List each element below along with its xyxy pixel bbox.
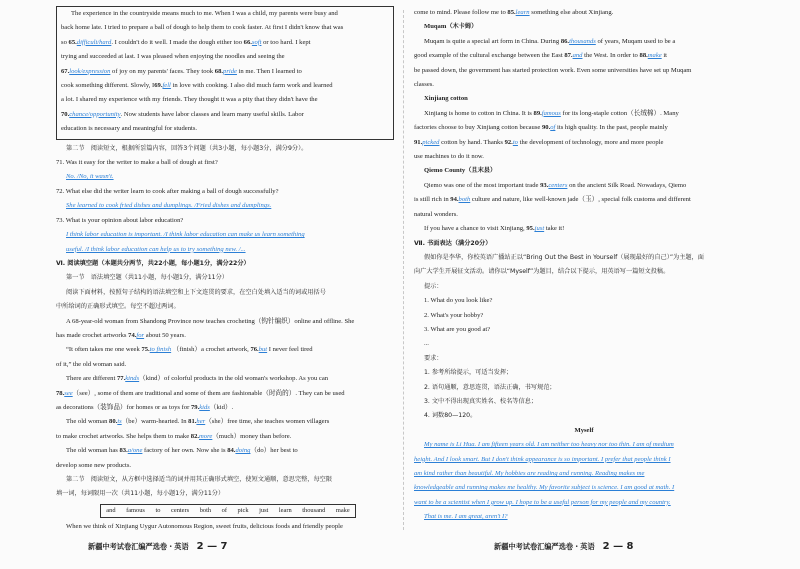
answer-83[interactable]: a/one bbox=[127, 447, 143, 455]
essay-title: Myself bbox=[574, 426, 594, 434]
footer-title: 新疆中考试卷汇编严选卷・英语 bbox=[494, 542, 595, 551]
answer-88[interactable]: make bbox=[647, 52, 662, 60]
essay-line[interactable]: height. And I look smart. But I don't think appearance is so important. I prefer that people think I bbox=[414, 455, 671, 463]
requirement-item: 1. 参考所给提示，可适当发挥； bbox=[424, 369, 513, 377]
answer-74[interactable]: for bbox=[136, 331, 145, 339]
answer-73-cont[interactable]: useful. /I think labor education can help us to try something new. /... bbox=[66, 245, 246, 253]
answer-78[interactable]: see bbox=[64, 389, 73, 397]
grammar-line: The old woman has 83.a/one factory of her own. Now she is 84.doing（do）her best to bbox=[66, 447, 298, 455]
reading-line: Muqam is quite a special art form in China. During 86.thousands of years, Muqam used to be a bbox=[424, 37, 676, 45]
passage-line: back home late. I tried to prepare a ball of dough to help them to cook faster. At first I didn't know that was bbox=[61, 24, 344, 32]
answer-94[interactable]: both bbox=[458, 196, 471, 204]
essay-line[interactable]: am kind rather than beautiful. My hobbies are reading and running. Reading makes me bbox=[414, 470, 645, 477]
right-footer bbox=[494, 541, 634, 552]
cotton-heading: Xinjiang cotton bbox=[424, 95, 468, 103]
reading-line: is still rich in 94.both culture and nature, like well-known jade（玉）, special folk customs and different bbox=[414, 196, 691, 204]
hint-item: 2. What's your hobby? bbox=[424, 311, 484, 319]
answer-77[interactable]: kinds bbox=[125, 375, 140, 383]
word-box-item: pick bbox=[237, 506, 249, 514]
instructions: 填一词，每词限用一次（共11小题，每小题1分，满分11分） bbox=[56, 490, 225, 498]
reading-line: If you have a chance to visit Xinjiang, 95.just take it! bbox=[424, 225, 565, 233]
answer-73[interactable]: I think labor education is important. /I think labor education can make us learn something bbox=[66, 231, 305, 239]
section-heading: 第二节 阅读短文，根据所읽篇内容，回答3个问题（共3小题，每小题3分，满分9分）。 bbox=[66, 144, 308, 152]
hint-item: ... bbox=[424, 340, 429, 348]
reading-line: factories choose to buy Xinjiang cotton because 90.of its high quality. In the past, people mainly bbox=[414, 124, 668, 132]
word-box bbox=[100, 504, 356, 518]
reading-line: come to mind. Please follow me to 85.learn something else about Xinjiang. bbox=[414, 9, 614, 16]
footer-title: 新疆中考试卷汇编严选卷・英语 bbox=[88, 542, 189, 551]
answer-84[interactable]: doing bbox=[235, 447, 251, 455]
hint-item: 3. What are you good at? bbox=[424, 325, 491, 333]
answer-75[interactable]: to finish bbox=[149, 346, 172, 354]
right-page bbox=[414, 6, 754, 538]
passage-line: so 65.difficult/hard. I couldn't do it well. I made the dough either too 66.soft or too hard. I kept bbox=[61, 38, 311, 46]
answer-68[interactable]: pride bbox=[223, 67, 237, 75]
reading-line: natural wonders. bbox=[414, 210, 458, 218]
answer-72[interactable]: She learned to cook fried dishes and dumplings. /Fried dishes and dumplings. bbox=[66, 202, 272, 210]
answer-65[interactable]: difficult/hard bbox=[76, 38, 112, 46]
essay-line[interactable]: My name is Li Hua. I am fifteen years old. I am neither too heavy nor too thin. I am of medium bbox=[424, 441, 674, 449]
answer-82[interactable]: more bbox=[199, 432, 213, 440]
section-heading: Ⅶ. 书面表达（满分20分） bbox=[414, 239, 492, 247]
section-heading: Ⅵ. 阅读填空题（本题共分两节，共22小题，每小题1分，满分22分） bbox=[56, 259, 250, 267]
answer-92[interactable]: to bbox=[512, 138, 518, 146]
essay-line[interactable]: knowledgeable and running makes me healthy. My favorite subject is science. I am good at math. I bbox=[414, 484, 675, 492]
word-box-item: famous bbox=[126, 506, 145, 514]
answer-91[interactable]: picked bbox=[422, 138, 440, 146]
requirements-title: 要求： bbox=[424, 354, 443, 362]
reading-line: classes. bbox=[414, 81, 434, 89]
grammar-line: “It often takes me one week 75.to finish （finish）a crochet artwork, 76.but I never feel tired bbox=[66, 346, 313, 354]
instructions: 假如你是李华，你校英语广播站正以“Bring Out the Best in Yourself（展现最好的自己）”为主题，面 bbox=[424, 253, 704, 261]
instructions: 阅读下面材料，按照句子结构的语法填空和上下文连贯的要求，在空白处填入适当的词或用括号 bbox=[66, 288, 326, 296]
question-72: 72. What else did the writer learn to cook after making a ball of dough successfully? bbox=[56, 187, 279, 195]
grammar-line: has made crochet artworks 74.for about 50 years. bbox=[56, 331, 186, 339]
question-73: 73. What is your opinion about labor education? bbox=[56, 216, 184, 224]
grammar-line: as decorations（装饰品）for homes or as toys for 79.kids（kid）. bbox=[56, 403, 234, 411]
muqam-heading: Muqam（木卡姆） bbox=[424, 23, 478, 31]
reading-line: be passed down, the government has started protection work. Even some universities have set up Muqam bbox=[414, 66, 692, 74]
page-number: 2 — 8 bbox=[602, 541, 634, 552]
instructions: 中所给词的正确形式填空。每空不超过两词。 bbox=[56, 303, 180, 311]
hint-title: 提示： bbox=[424, 282, 443, 290]
grammar-line: to make crochet artworks. She helps them to make 82.more（much）money than before. bbox=[56, 432, 292, 440]
answer-67[interactable]: look/expression bbox=[69, 67, 111, 75]
passage-line: The experience in the countryside means much to me. When I was a child, my parents were busy and bbox=[71, 10, 338, 17]
requirement-item: 2. 语句通顺，意思连贯，语法正确，书写规范； bbox=[424, 383, 556, 391]
qiemo-heading: Qiemo County（且末县） bbox=[424, 167, 497, 175]
essay-line[interactable]: That is me. I am great, aren't I? bbox=[424, 513, 508, 521]
answer-87[interactable]: and bbox=[572, 52, 583, 60]
answer-81[interactable]: her bbox=[196, 418, 206, 426]
answer-71[interactable]: No. /No, it wasn't. bbox=[66, 173, 114, 181]
grammar-line: develop some new products. bbox=[56, 461, 132, 469]
subsection-heading: 第二节 阅读短文，从方框中选择适当的词并用其正确形式填空，使短文通顺，意思完整，每空限 bbox=[66, 476, 333, 483]
grammar-line: of it,” the old woman said. bbox=[56, 360, 127, 368]
answer-85[interactable]: learn bbox=[515, 9, 530, 16]
answer-90[interactable]: of bbox=[550, 124, 556, 132]
grammar-line: 78.see（see）, some of them are traditional and some of them are fashionable（时尚的）. They can be used bbox=[56, 389, 345, 397]
subsection-heading: 第一节 语法填空题（共11小题，每小题1分，满分11分） bbox=[66, 274, 228, 282]
answer-66[interactable]: soft bbox=[251, 38, 262, 46]
passage-line: trying and succeeded at last. I was pleased when enjoying the noodles and seeing the bbox=[61, 53, 285, 61]
word-box-item: of bbox=[221, 506, 227, 514]
left-page bbox=[56, 6, 394, 538]
reading-line: Xinjiang is home to cotton in China. It is 89.famous for its long-staple cotton（长绒棉）. Many bbox=[424, 109, 679, 117]
passage-line: education is necessary and meaningful for students. bbox=[61, 125, 198, 133]
grammar-line: A 68-year-old woman from Shandong Province now teaches crocheting（钩针编织）online and offline. She bbox=[66, 317, 355, 325]
word-box-item: learn bbox=[278, 506, 292, 514]
reading-line: Qiemo was one of the most important trade 93.centers on the ancient Silk Road. Nowadays, Qiemo bbox=[424, 181, 687, 189]
reading-line: use machines to do it now. bbox=[414, 153, 484, 161]
passage-line: 70.chance/opportunity. Now students have labor classes and learn many useful skills. Labor bbox=[61, 110, 304, 118]
answer-95[interactable]: just bbox=[534, 225, 545, 233]
word-box-item: thousand bbox=[302, 506, 326, 514]
page-divider bbox=[403, 10, 404, 530]
answer-69[interactable]: fell bbox=[162, 82, 171, 90]
answer-70[interactable]: chance/opportunity bbox=[69, 110, 121, 118]
passage-line: cook something different. Slowly, I69.fell in love with cooking. I also did much farm work and learned bbox=[61, 82, 333, 90]
instructions: 向广大学生开展征文活动。请你以“Myself”为题目，结合以下提示，用英语写一篇短文投稿。 bbox=[414, 268, 670, 276]
word-box-item: centers bbox=[171, 506, 190, 514]
answer-76[interactable]: but bbox=[258, 346, 268, 354]
word-box-item: just bbox=[259, 506, 269, 514]
answer-93[interactable]: centers bbox=[548, 181, 568, 189]
answer-86[interactable]: thousands bbox=[569, 37, 596, 45]
essay-line[interactable]: want to be a scientist when I grow up. I hope to be a useful person for my people and my country. bbox=[414, 498, 671, 506]
passage-line: 67.look/expression of joy on my parents' faces. They took 68.pride in me. Then I learned to bbox=[61, 67, 302, 75]
answer-79[interactable]: kids bbox=[199, 403, 210, 411]
passage-line: a lot. I shared my experience with my friends. They thought it was a pity that they didn't have the bbox=[61, 96, 318, 104]
reading-line: good example of the cultural exchange between the East 87.and the West. In order to 88.make it bbox=[414, 52, 668, 60]
grammar-line: The old woman 80.is（be）warm-hearted. In 81.her（she）free time, she teaches women villagers bbox=[66, 418, 330, 426]
word-box-item: to bbox=[155, 506, 161, 514]
answer-80[interactable]: is bbox=[117, 418, 122, 426]
left-footer bbox=[88, 541, 228, 552]
word-box-item: and bbox=[106, 506, 116, 514]
answer-89[interactable]: famous bbox=[541, 109, 561, 117]
reading-line: 91.picked cotton by hand. Thanks 92.to the development of technology, more and more people bbox=[414, 138, 664, 146]
reading-line: When we think of Xinjiang Uygur Autonomous Region, sweet fruits, delicious foods and friendly people bbox=[66, 522, 343, 530]
word-box-item: make bbox=[335, 506, 350, 514]
passage-box bbox=[56, 6, 394, 140]
page-number: 2 — 7 bbox=[196, 541, 228, 552]
question-71: 71. Was it easy for the writer to make a ball of dough at first? bbox=[56, 159, 218, 167]
word-box-item: both bbox=[199, 506, 212, 514]
grammar-line: There are different 77.kinds（kind）of colorful products in the old woman's workshop. As you can bbox=[66, 375, 329, 383]
requirement-item: 4. 词数80—120。 bbox=[424, 412, 477, 420]
hint-item: 1. What do you look like? bbox=[424, 297, 493, 305]
requirement-item: 3. 文中不得出现真实姓名、校名等信息； bbox=[424, 397, 538, 405]
